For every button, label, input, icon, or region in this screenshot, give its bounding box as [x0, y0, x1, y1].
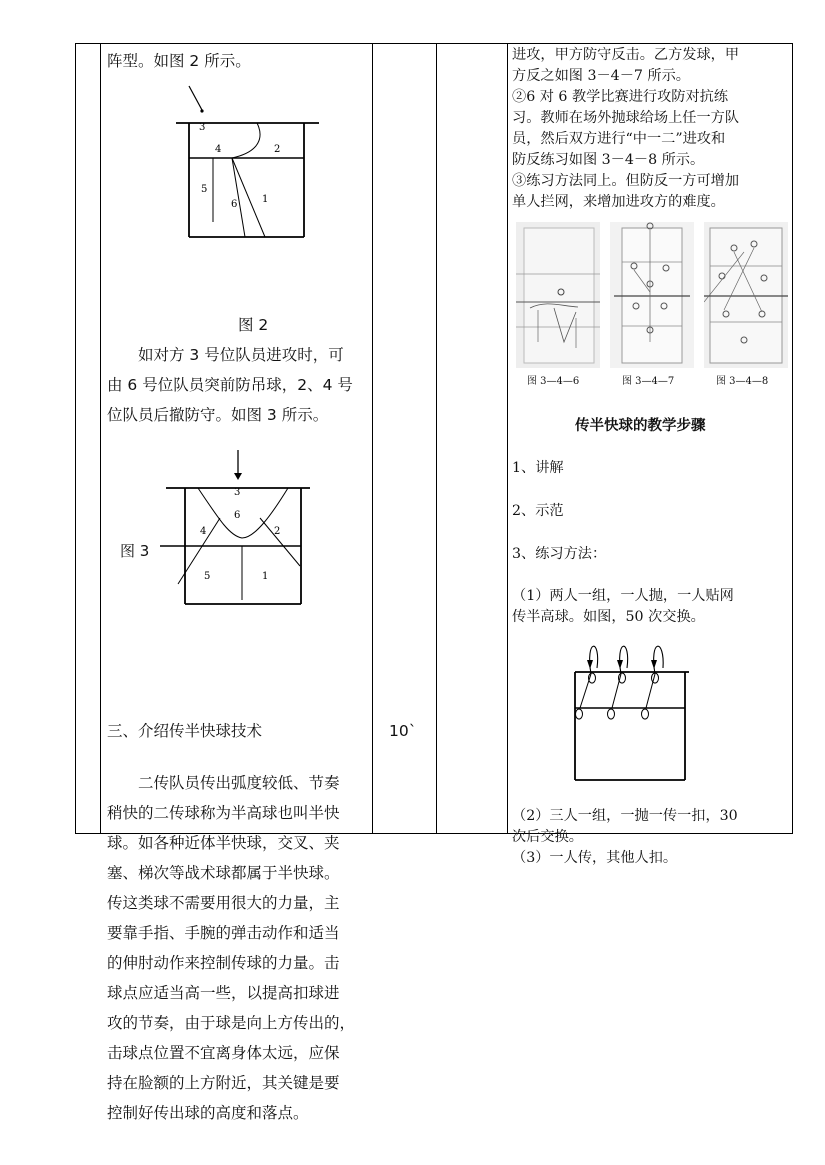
- figure-2-court-diagram: [170, 82, 330, 242]
- fig2-pos-3: 3: [199, 122, 206, 133]
- fig3-pos-2: 2: [274, 526, 281, 537]
- paragraph-line: 球点应适当高一些，以提高扣球进: [107, 984, 340, 1002]
- fig3-pos-1: 1: [262, 571, 269, 582]
- paragraph-line: 如对方 3 号位队员进攻时，可: [138, 346, 344, 364]
- paragraph-line: （2）三人一组，一抛一传一扣，30: [512, 808, 738, 824]
- paragraph-line: 位队员后撤防守。如图 3 所示。: [107, 406, 329, 424]
- fig3-pos-4: 4: [200, 526, 207, 537]
- step-3: 3、练习方法：: [512, 546, 607, 562]
- table-column-divider: [372, 43, 373, 834]
- fig3-pos-6: 6: [234, 510, 241, 521]
- table-column-divider: [436, 43, 437, 834]
- paragraph-line: 习。教师在场外抛球给场上任一方队: [512, 110, 740, 126]
- figure-3-4-8-caption: 图 3—4—8: [716, 376, 769, 387]
- figure-3-4-8-diagram: [704, 222, 788, 368]
- table-border-right: [792, 43, 793, 834]
- paragraph-line: 进攻，甲方防守反击。乙方发球，甲: [512, 47, 740, 63]
- table-column-divider: [100, 43, 101, 834]
- defense-paragraph: [107, 340, 372, 430]
- paragraph-line: 稍快的二传球称为半高球也叫半快: [107, 804, 340, 822]
- paragraph-line: ②6 对 6 教学比赛进行攻防对抗练: [512, 89, 729, 105]
- table-column-divider: [507, 43, 508, 834]
- paragraph-line: 二传队员传出弧度较低、节奏: [138, 774, 340, 792]
- paragraph-line: 传半高球。如图，50 次交换。: [512, 609, 705, 625]
- paragraph-line: （1）两人一组，一人抛，一人贴网: [512, 588, 734, 604]
- fig2-pos-5: 5: [201, 184, 208, 195]
- practice-1: [512, 586, 788, 628]
- fig2-pos-4: 4: [215, 144, 222, 155]
- pass-drill-diagram: [567, 638, 697, 784]
- fig2-pos-2: 2: [274, 144, 281, 155]
- step-1: 1、讲解: [512, 460, 564, 476]
- fig3-pos-3: 3: [234, 487, 241, 498]
- paragraph-line: 单人拦网，来增加进攻方的难度。: [512, 194, 725, 210]
- paragraph-line: 球。如各种近体半快球，交叉、夹: [107, 834, 340, 852]
- table-border-top: [75, 43, 793, 44]
- right-top-text: [512, 45, 788, 213]
- paragraph-line: 次后交换。: [512, 829, 583, 845]
- figure-3-label: 图 3: [120, 542, 150, 560]
- paragraph-line: 由 6 号位队员突前防吊球，2、4 号: [107, 376, 353, 394]
- figure-3-4-7-caption: 图 3—4—7: [622, 376, 675, 387]
- fig2-pos-6: 6: [231, 199, 238, 210]
- paragraph-line: 防反练习如图 3－4－8 所示。: [512, 152, 705, 168]
- intro-line: 阵型。如图 2 所示。: [107, 52, 251, 70]
- figure-3-4-7-diagram: [610, 222, 694, 368]
- table-border-left: [75, 43, 76, 834]
- figure-3-4-6-diagram: [516, 222, 600, 368]
- paragraph-line: 传这类球不需要用很大的力量，主: [107, 894, 340, 912]
- paragraph-line: 控制好传出球的高度和落点。: [107, 1104, 309, 1122]
- paragraph-line: 持在脸额的上方附近，其关键是要: [107, 1074, 340, 1092]
- teaching-steps-heading: 传半快球的教学步骤: [575, 417, 706, 434]
- figure-3-court-diagram: [160, 446, 320, 608]
- paragraph-line: 要靠手指、手腕的弹击动作和适当: [107, 924, 340, 942]
- practice-2: [512, 806, 788, 848]
- paragraph-line: 塞、梯次等战术球都属于半快球。: [107, 864, 340, 882]
- figure-2-caption: 图 2: [238, 316, 269, 334]
- paragraph-line: 的伸肘动作来控制传球的力量。击: [107, 954, 340, 972]
- paragraph-line: 方反之如图 3－4－7 所示。: [512, 68, 690, 84]
- step-2: 2、示范: [512, 503, 564, 519]
- technique-paragraph: [107, 768, 372, 1128]
- paragraph-line: 击球点位置不宜离身体太远，应保: [107, 1044, 340, 1062]
- paragraph-line: 攻的节奏，由于球是向上方传出的，: [107, 1014, 356, 1032]
- time-cell: 10`: [389, 722, 417, 740]
- practice-3: （3）一人传，其他人扣。: [512, 850, 678, 866]
- paragraph-line: 员，然后双方进行“中一二”进攻和: [512, 131, 726, 147]
- section-title: 三、介绍传半快球技术: [107, 722, 263, 740]
- figure-3-4-6-caption: 图 3—4—6: [527, 376, 580, 387]
- fig2-pos-1: 1: [262, 194, 269, 205]
- paragraph-line: ③练习方法同上。但防反一方可增加: [512, 173, 740, 189]
- fig3-pos-5: 5: [204, 571, 211, 582]
